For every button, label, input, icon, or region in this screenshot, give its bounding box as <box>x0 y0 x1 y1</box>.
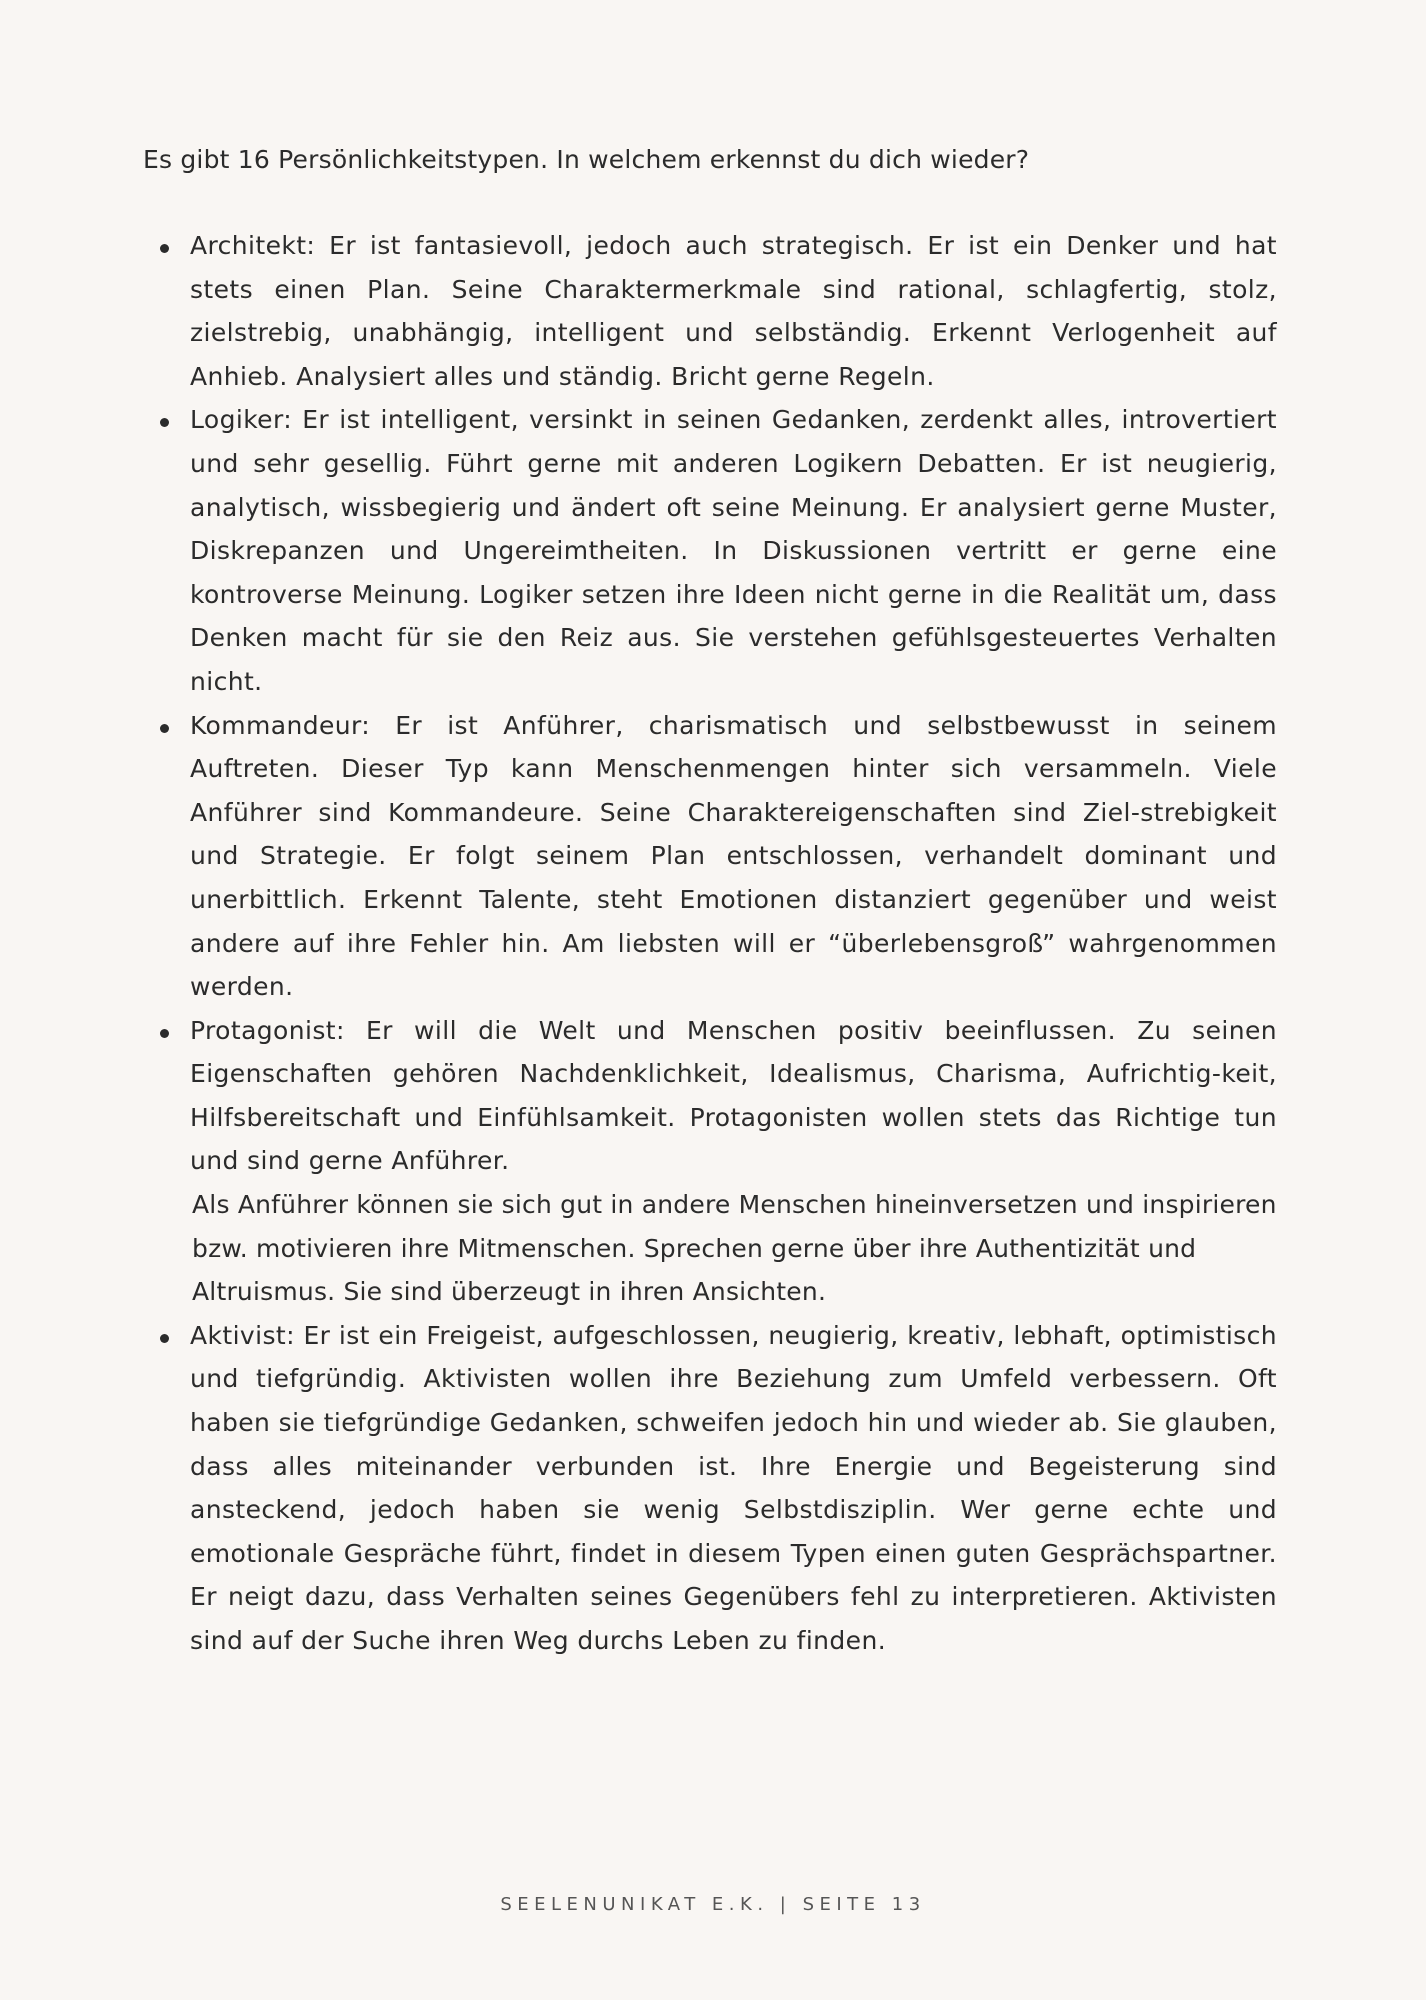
type-description: Architekt: Er ist fantasievoll, jedoch auch strategisch. Er ist ein Denker und hat stets einen Plan. Seine Charaktermerkmale sind rational, schlagfertig, stolz, zielstrebig, unabhängig, intelligent und selbständig. Erkennt Verlogenheit auf Anhieb. Analysiert alles und ständig. Bricht gerne Regeln. <box>190 231 1277 391</box>
type-description: Logiker: Er ist intelligent, versinkt in seinen Gedanken, zerdenkt alles, introvertiert und sehr gesellig. Führt gerne mit anderen Logikern Debatten. Er ist neugierig, analytisch, wissbegierig und ändert oft seine Meinung. Er analysiert gerne Muster, Diskrepanzen und Ungereimtheiten. In Diskussionen vertritt er gerne eine kontroverse Meinung. Logiker setzen ihre Ideen nicht gerne in die Realität um, dass Denken macht für sie den Reiz aus. Sie verstehen gefühlsgesteuertes Verhalten nicht. <box>190 405 1277 696</box>
bullet-icon <box>160 418 169 427</box>
bullet-icon <box>160 1029 169 1038</box>
list-item-kommandeur <box>190 704 1277 1009</box>
page-footer: SEELENUNIKAT E.K. | SEITE 13 <box>500 1894 926 1915</box>
list-item-logiker <box>190 398 1277 703</box>
type-description-continued: Als Anführer können sie sich gut in andere Menschen hineinversetzen und inspirieren bzw. motivieren ihre Mitmenschen. Sprechen gerne über ihre Authentizität und Altruismus. Sie sind überzeugt in ihren Ansichten. <box>192 1190 1277 1307</box>
personality-type-list <box>190 224 1277 1663</box>
bullet-icon <box>160 724 169 733</box>
intro-text: Es gibt 16 Persönlichkeitstypen. In welchem erkennst du dich wieder? <box>143 145 1030 174</box>
bullet-icon <box>160 244 169 253</box>
type-description: Kommandeur: Er ist Anführer, charismatisch und selbstbewusst in seinem Auftreten. Dieser Typ kann Menschenmengen hinter sich versammeln. Viele Anführer sind Kommandeure. Seine Charaktereigenschaften sind Ziel-strebigkeit und Strategie. Er folgt seinem Plan entschlossen, verhandelt dominant und unerbittlich. Erkennt Talente, steht Emotionen distanziert gegenüber und weist andere auf ihre Fehler hin. Am liebsten will er “überlebensgroß” wahrgenommen werden. <box>190 710 1277 1002</box>
list-item-aktivist <box>190 1314 1277 1663</box>
list-item-architekt <box>190 224 1277 398</box>
bullet-icon <box>160 1334 169 1343</box>
list-item-protagonist <box>190 1009 1277 1314</box>
type-description: Aktivist: Er ist ein Freigeist, aufgeschlossen, neugierig, kreativ, lebhaft, optimistisch und tiefgründig. Aktivisten wollen ihre Beziehung zum Umfeld verbessern. Oft haben sie tiefgründige Gedanken, schweifen jedoch hin und wieder ab. Sie glauben, dass alles miteinander verbunden ist. Ihre Energie und Begeisterung sind ansteckend, jedoch haben sie wenig Selbstdisziplin. Wer gerne echte und emotionale Gespräche führt, findet in diesem Typen einen guten Gesprächspartner. Er neigt dazu, dass Verhalten seines Gegenübers fehl zu interpretieren. Aktivisten sind auf der Suche ihren Weg durchs Leben zu finden. <box>190 1320 1277 1655</box>
type-description: Protagonist: Er will die Welt und Menschen positiv beeinflussen. Zu seinen Eigenschaften gehören Nachdenklichkeit, Idealismus, Charisma, Aufrichtig-keit, Hilfsbereitschaft und Einfühlsamkeit. Protagonisten wollen stets das Richtige tun und sind gerne Anführer. <box>190 1015 1277 1176</box>
